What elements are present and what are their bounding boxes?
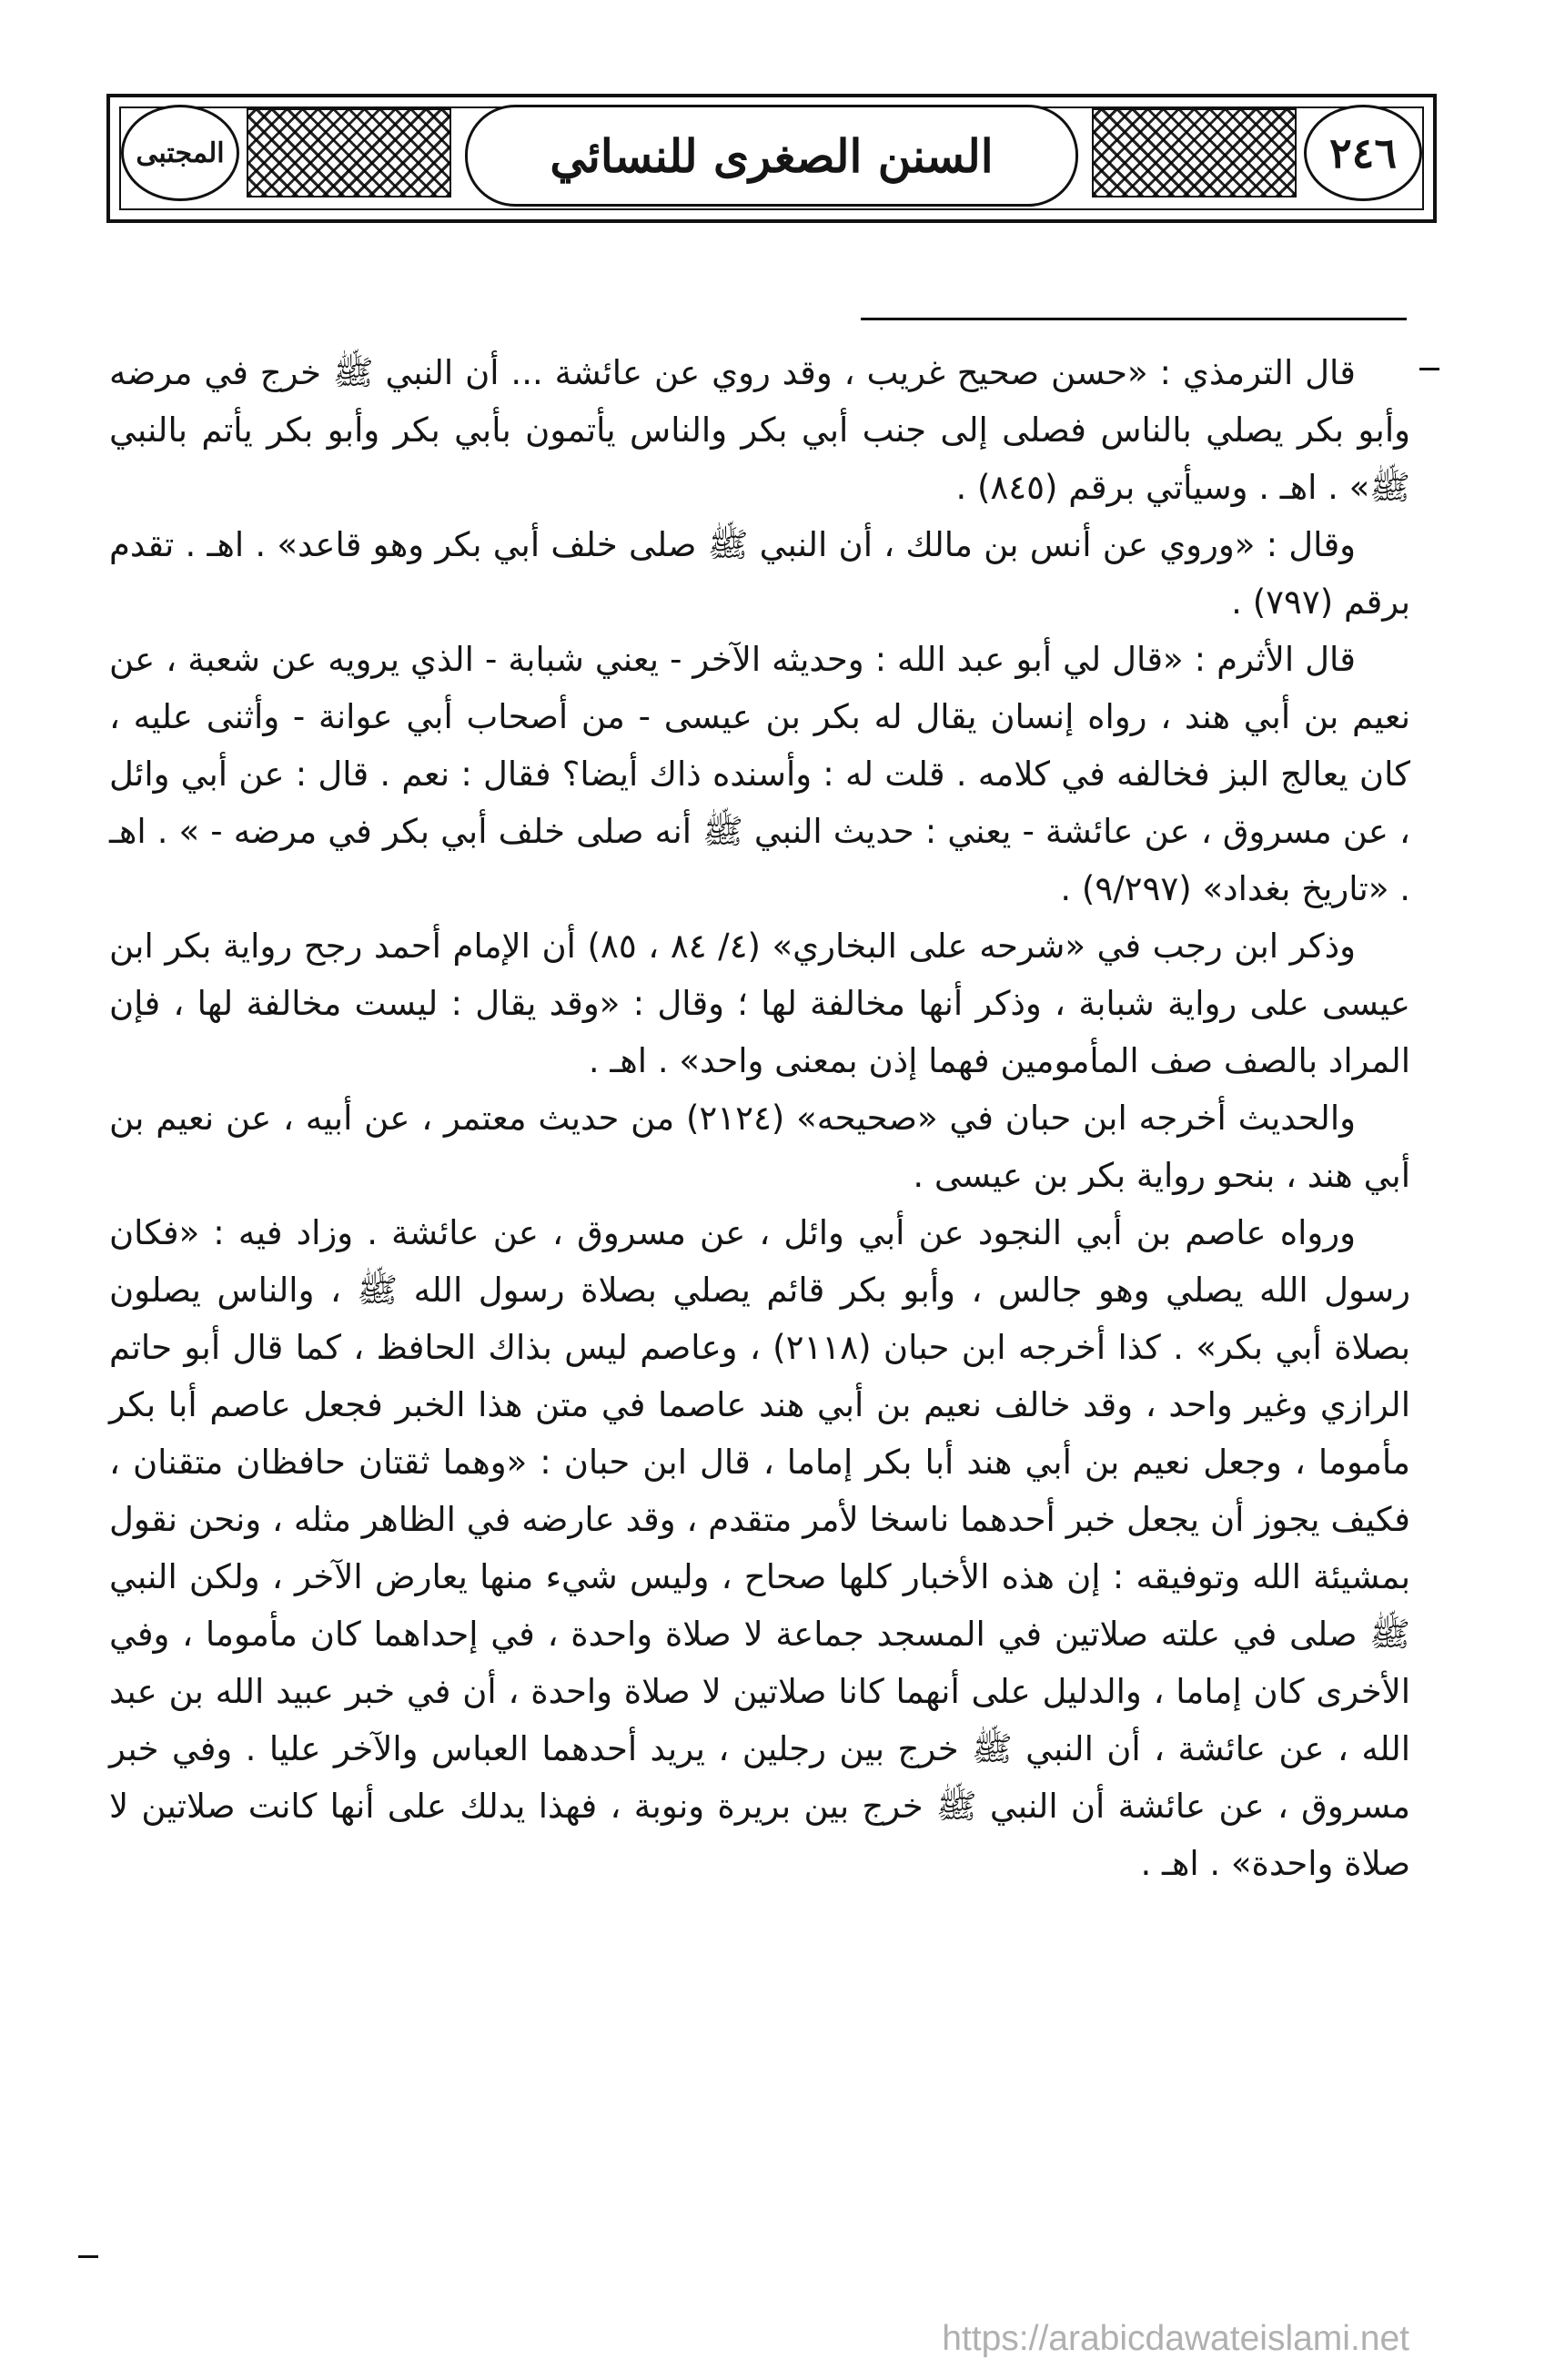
page-number: ٢٤٦ xyxy=(1328,128,1398,177)
margin-mark-bottom xyxy=(78,2255,98,2258)
paragraph: والحديث أخرجه ابن حبان في «صحيحه» (٢١٢٤) من حديث معتمر ، عن أبيه ، عن نعيم بن أبي هند ، بنحو رواية بكر بن عيسى . xyxy=(109,1099,1410,1195)
paragraph: وقال : «وروي عن أنس بن مالك ، أن النبي ﷺ صلى خلف أبي بكر وهو قاعد» . اهـ . تقدم برقم (٧٩٧) . xyxy=(109,525,1410,622)
page-number-cartouche xyxy=(1304,105,1422,201)
paragraph: قال الأثرم : «قال لي أبو عبد الله : وحديثه الآخر - يعني شبابة - الذي يرويه عن شعبة ، عن نعيم بن أبي هند ، رواه إنسان يقال له بكر بن عيسى - من أصحاب أبي عوانة - وأثنى عليه ، كان يعالج البز فخالفه في كلامه . قلت له : وأسنده ذاك أيضا؟ فقال : نعم . قال : عن أبي وائل ، عن مسروق ، عن عائشة - يعني : حديث النبي ﷺ أنه صلى خلف أبي بكر في مرضه - » . اهـ . «تاريخ بغداد» (٩/٢٩٧) . xyxy=(109,640,1410,908)
title-cartouche xyxy=(465,105,1078,207)
page-title: السنن الصغرى للنسائي xyxy=(550,128,994,183)
emblem-cartouche xyxy=(121,105,239,201)
margin-mark-top xyxy=(1419,368,1439,370)
footnote-text xyxy=(109,344,1410,1892)
paragraph: ورواه عاصم بن أبي النجود عن أبي وائل ، عن مسروق ، عن عائشة . وزاد فيه : «فكان رسول الله يصلي وهو جالس ، وأبو بكر قائم يصلي بصلاة رسول الله ﷺ ، والناس يصلون بصلاة أبي بكر» . كذا أخرجه ابن حبان (٢١١٨) ، وعاصم ليس بذاك الحافظ ، كما قال أبو حاتم الرازي وغير واحد ، وقد خالف نعيم بن أبي هند عاصما في متن هذا الخبر فجعل عاصم أبا بكر مأموما ، وجعل نعيم بن أبي هند أبا بكر إماما ، قال ابن حبان : «وهما ثقتان حافظان متقنان ، فكيف يجوز أن يجعل خبر أحدهما ناسخا لأمر متقدم ، وقد عارضه في الظاهر مثله ، ونحن نقول بمشيئة الله وتوفيقه : إن هذه الأخبار كلها صحاح ، وليس شيء منها يعارض الآخر ، ولكن النبي ﷺ صلى في علته صلاتين في المسجد جماعة لا صلاة واحدة ، في إحداهما كان مأموما ، وفي الأخرى كان إماما ، والدليل على أنهما كانا صلاتين لا صلاة واحدة ، أن في خبر عبيد الله بن عبد الله ، عن عائشة ، أن النبي ﷺ خرج بين رجلين ، يريد أحدهما العباس والآخر عليا . وفي خبر مسروق ، عن عائشة أن النبي ﷺ خرج بين بريرة ونوبة ، فهذا يدلك على أنها كانت صلاتين لا صلاة واحدة» . اهـ . xyxy=(109,1213,1410,1883)
header-ornament-right xyxy=(1092,108,1297,197)
paragraph: وذكر ابن رجب في «شرحه على البخاري» (٤/ ٨٤ ، ٨٥) أن الإمام أحمد رجح رواية بكر ابن عيسى على رواية شبابة ، وذكر أنها مخالفة لها ؛ وقال : «وقد يقال : ليست مخالفة لها ، فإن المراد بالصف صف المأمومين فهما إذن بمعنى واحد» . اهـ . xyxy=(109,927,1410,1080)
watermark-url: https://arabicdawateislami.net xyxy=(942,2319,1409,2358)
emblem-text: المجتبى xyxy=(136,137,225,169)
header-ornament-left xyxy=(247,108,451,197)
footnote-rule xyxy=(861,318,1407,320)
paragraph: قال الترمذي : «حسن صحيح غريب ، وقد روي عن عائشة ... أن النبي ﷺ خرج في مرضه وأبو بكر يصلي بالناس فصلى إلى جنب أبي بكر والناس يأتمون بأبي بكر وأبو بكر يأتم بالنبي ﷺ» . اهـ . وسيأتي برقم (٨٤٥) . xyxy=(109,353,1410,507)
page-header xyxy=(106,94,1437,223)
